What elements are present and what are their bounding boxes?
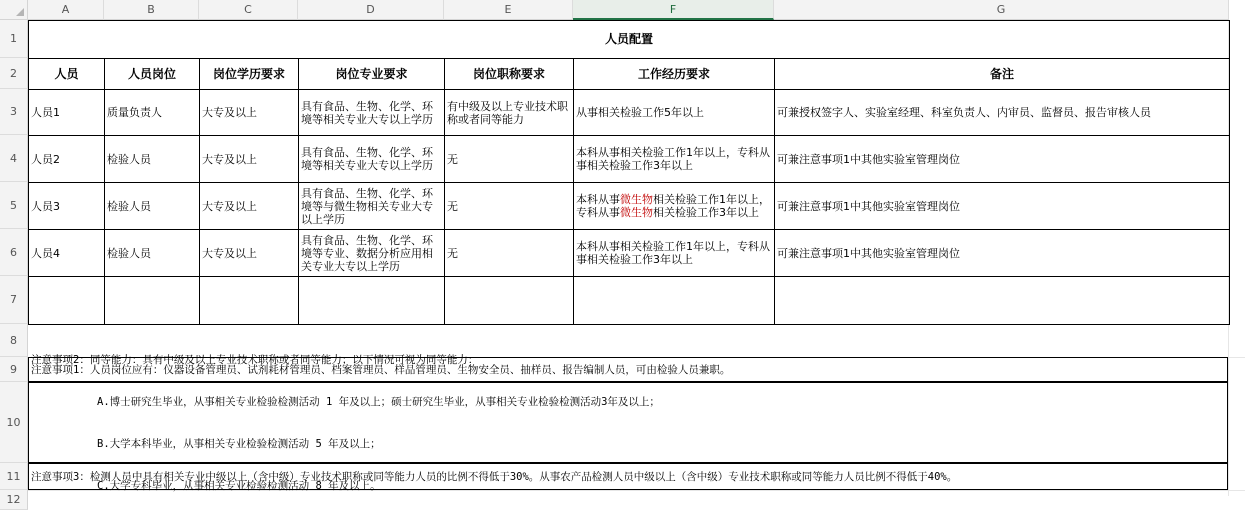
staffing-table [28,20,1230,325]
note-2-line: B.大学本科毕业，从事相关专业检验检测活动 5 年及以上； [97,437,381,450]
empty-cell[interactable] [775,277,1230,325]
row-header-10[interactable]: 10 [0,382,28,463]
header-post[interactable]: 人员岗位 [105,59,200,90]
empty-cell[interactable] [29,277,105,325]
cell-title-req[interactable]: 有中级及以上专业技术职称或者同等能力 [445,90,574,136]
row-header-2[interactable]: 2 [0,58,28,89]
cell-person[interactable]: 人员2 [29,136,105,183]
column-header-c[interactable]: C [199,0,298,20]
table-row [29,277,1230,325]
row-header-6[interactable]: 6 [0,229,28,276]
table-row [29,90,1230,136]
experience-text: 相关检验工作1年以上，专科从事 [576,193,770,219]
header-education[interactable]: 岗位学历要求 [200,59,299,90]
cell-remark[interactable]: 可兼授权签字人、实验室经理、科室负责人、内审员、监督员、报告审核人员 [775,90,1230,136]
row-header-4[interactable]: 4 [0,135,28,182]
cell-post[interactable]: 检验人员 [105,230,200,277]
highlight-text: 微生物 [620,206,653,219]
sheet-title[interactable]: 人员配置 [29,21,1230,59]
header-title-req[interactable]: 岗位职称要求 [445,59,574,90]
header-remark[interactable]: 备注 [775,59,1230,90]
header-person[interactable]: 人员 [29,59,105,90]
cell-remark[interactable]: 可兼注意事项1中其他实验室管理岗位 [775,136,1230,183]
cell-education[interactable]: 大专及以上 [200,90,299,136]
table-row [29,230,1230,277]
row-header-9[interactable]: 9 [0,357,28,382]
cell-remark[interactable]: 可兼注意事项1中其他实验室管理岗位 [775,183,1230,230]
header-experience[interactable]: 工作经历要求 [574,59,775,90]
select-all-icon [16,8,24,16]
row-header-5[interactable]: 5 [0,182,28,229]
experience-text: 相关检验工作3年以上 [653,206,759,219]
cell-title-req[interactable]: 无 [445,136,574,183]
note-1-text: 注意事项1：人员岗位应有：仪器设备管理员、试剂耗材管理员、档案管理员、样品管理员、生物安全员、抽样员、报告编制人员，可由检验人员兼职。 [31,363,731,376]
cell-experience[interactable]: 本科从事相关检验工作1年以上，专科从事相关检验工作3年以上 [574,136,775,183]
cell-experience[interactable]: 从事相关检验工作5年以上 [574,90,775,136]
cell-major[interactable]: 具有食品、生物、化学、环境等与微生物相关专业大专以上学历 [299,183,445,230]
row-header-3[interactable]: 3 [0,89,28,135]
cell-education[interactable]: 大专及以上 [200,230,299,277]
column-header-d[interactable]: D [298,0,444,20]
cell-major[interactable]: 具有食品、生物、化学、环境等相关专业大专以上学历 [299,136,445,183]
note-3-text: 注意事项3：检测人员中具有相关专业中级以上（含中级）专业技术职称或同等能力人员的比例不得低于30%。从事农产品检测人员中级以上（含中级）专业技术职称或同等能力人员比例不得低于40%。 [31,470,958,483]
highlight-text: 微生物 [620,193,653,206]
cell-person[interactable]: 人员1 [29,90,105,136]
cell-major[interactable]: 具有食品、生物、化学、环境等相关专业大专以上学历 [299,90,445,136]
cell-person[interactable]: 人员4 [29,230,105,277]
cell-post[interactable]: 检验人员 [105,183,200,230]
empty-cell[interactable] [299,277,445,325]
cell-experience[interactable] [574,183,775,230]
cell-title-req[interactable]: 无 [445,183,574,230]
row-header-11[interactable]: 11 [0,463,28,490]
row-header-1[interactable]: 1 [0,20,28,58]
column-header-e[interactable]: E [444,0,573,20]
empty-cell[interactable] [574,277,775,325]
column-header-a[interactable]: A [28,0,104,20]
cell-post[interactable]: 检验人员 [105,136,200,183]
row-header-7[interactable]: 7 [0,276,28,324]
cell-education[interactable]: 大专及以上 [200,136,299,183]
note-2-line: A.博士研究生毕业，从事相关专业检验检测活动 1 年及以上；硕士研究生毕业，从事相关专业检验检测活动3年及以上； [97,395,660,408]
cell-education[interactable]: 大专及以上 [200,183,299,230]
column-header-g[interactable]: G [774,0,1229,20]
note-2-line: 注意事项2：同等能力：具有中级及以上专业技术职称或者同等能力；以下情况可视为同等能力： [31,353,479,366]
experience-text: 本科从事 [576,193,620,206]
column-header-b[interactable]: B [104,0,199,20]
header-major[interactable]: 岗位专业要求 [299,59,445,90]
empty-cell[interactable] [105,277,200,325]
column-header-f[interactable]: F [573,0,774,20]
cell-major[interactable]: 具有食品、生物、化学、环境等专业、数据分析应用相关专业大专以上学历 [299,230,445,277]
note-3[interactable] [28,463,1228,490]
cell-post[interactable]: 质量负责人 [105,90,200,136]
select-all-corner[interactable] [0,0,28,20]
cell-title-req[interactable]: 无 [445,230,574,277]
table-row [29,183,1230,230]
row-header-8[interactable]: 8 [0,324,28,357]
table-row [29,136,1230,183]
cell-experience[interactable]: 本科从事相关检验工作1年以上，专科从事相关检验工作3年以上 [574,230,775,277]
row-header-12[interactable]: 12 [0,490,28,510]
note-2-line: C.大学专科毕业，从事相关专业检验检测活动 8 年及以上。 [97,479,381,492]
cell-remark[interactable]: 可兼注意事项1中其他实验室管理岗位 [775,230,1230,277]
empty-cell[interactable] [445,277,574,325]
cell-person[interactable]: 人员3 [29,183,105,230]
empty-cell[interactable] [200,277,299,325]
